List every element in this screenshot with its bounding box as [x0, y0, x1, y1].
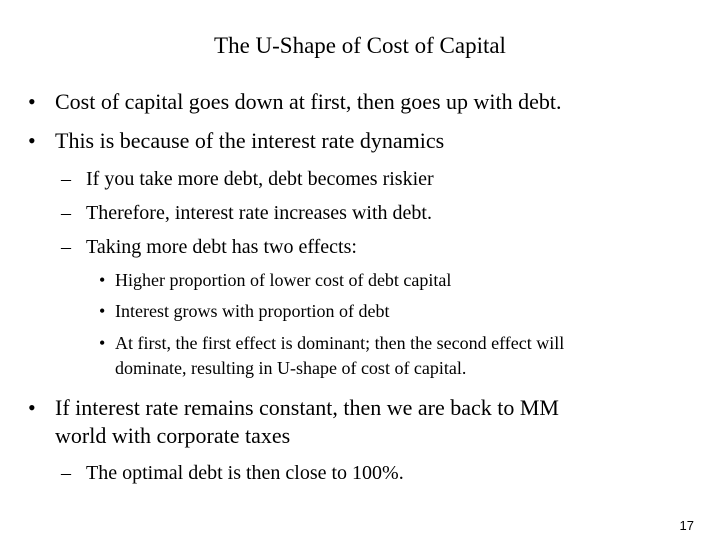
bullet-marker: •	[28, 89, 36, 114]
bullet-point-3-line-1: If interest rate remains constant, then we are back to MM	[55, 395, 559, 420]
bullet-point-3-line-2: world with corporate taxes	[55, 423, 291, 448]
slide-title: The U-Shape of Cost of Capital	[214, 33, 506, 58]
bullet-marker: •	[99, 270, 106, 290]
dash-marker: –	[61, 236, 71, 258]
dash-marker: –	[61, 202, 71, 224]
bullet-marker: •	[28, 395, 36, 420]
bullet-point-1: Cost of capital goes down at first, then goes up with debt.	[55, 89, 562, 114]
bullet-marker: •	[99, 301, 106, 321]
bullet-point-3-sub: The optimal debt is then close to 100%.	[86, 462, 404, 484]
bullet-point-2: This is because of the interest rate dynamics	[55, 128, 445, 153]
sub-sub-point-1: Higher proportion of lower cost of debt capital	[115, 270, 452, 290]
sub-point-2: Therefore, interest rate increases with debt.	[86, 202, 432, 224]
dash-marker: –	[61, 168, 71, 190]
page-number: 17	[679, 518, 694, 533]
dash-marker: –	[61, 462, 71, 484]
sub-point-1: If you take more debt, debt becomes riskier	[86, 168, 434, 190]
bullet-marker: •	[28, 128, 36, 153]
sub-sub-point-3-line-2: dominate, resulting in U-shape of cost of capital.	[115, 358, 467, 378]
bullet-marker: •	[99, 333, 106, 353]
sub-sub-point-3-line-1: At first, the first effect is dominant; then the second effect will	[115, 333, 565, 353]
sub-sub-point-2: Interest grows with proportion of debt	[115, 301, 390, 321]
sub-point-3: Taking more debt has two effects:	[86, 236, 357, 258]
